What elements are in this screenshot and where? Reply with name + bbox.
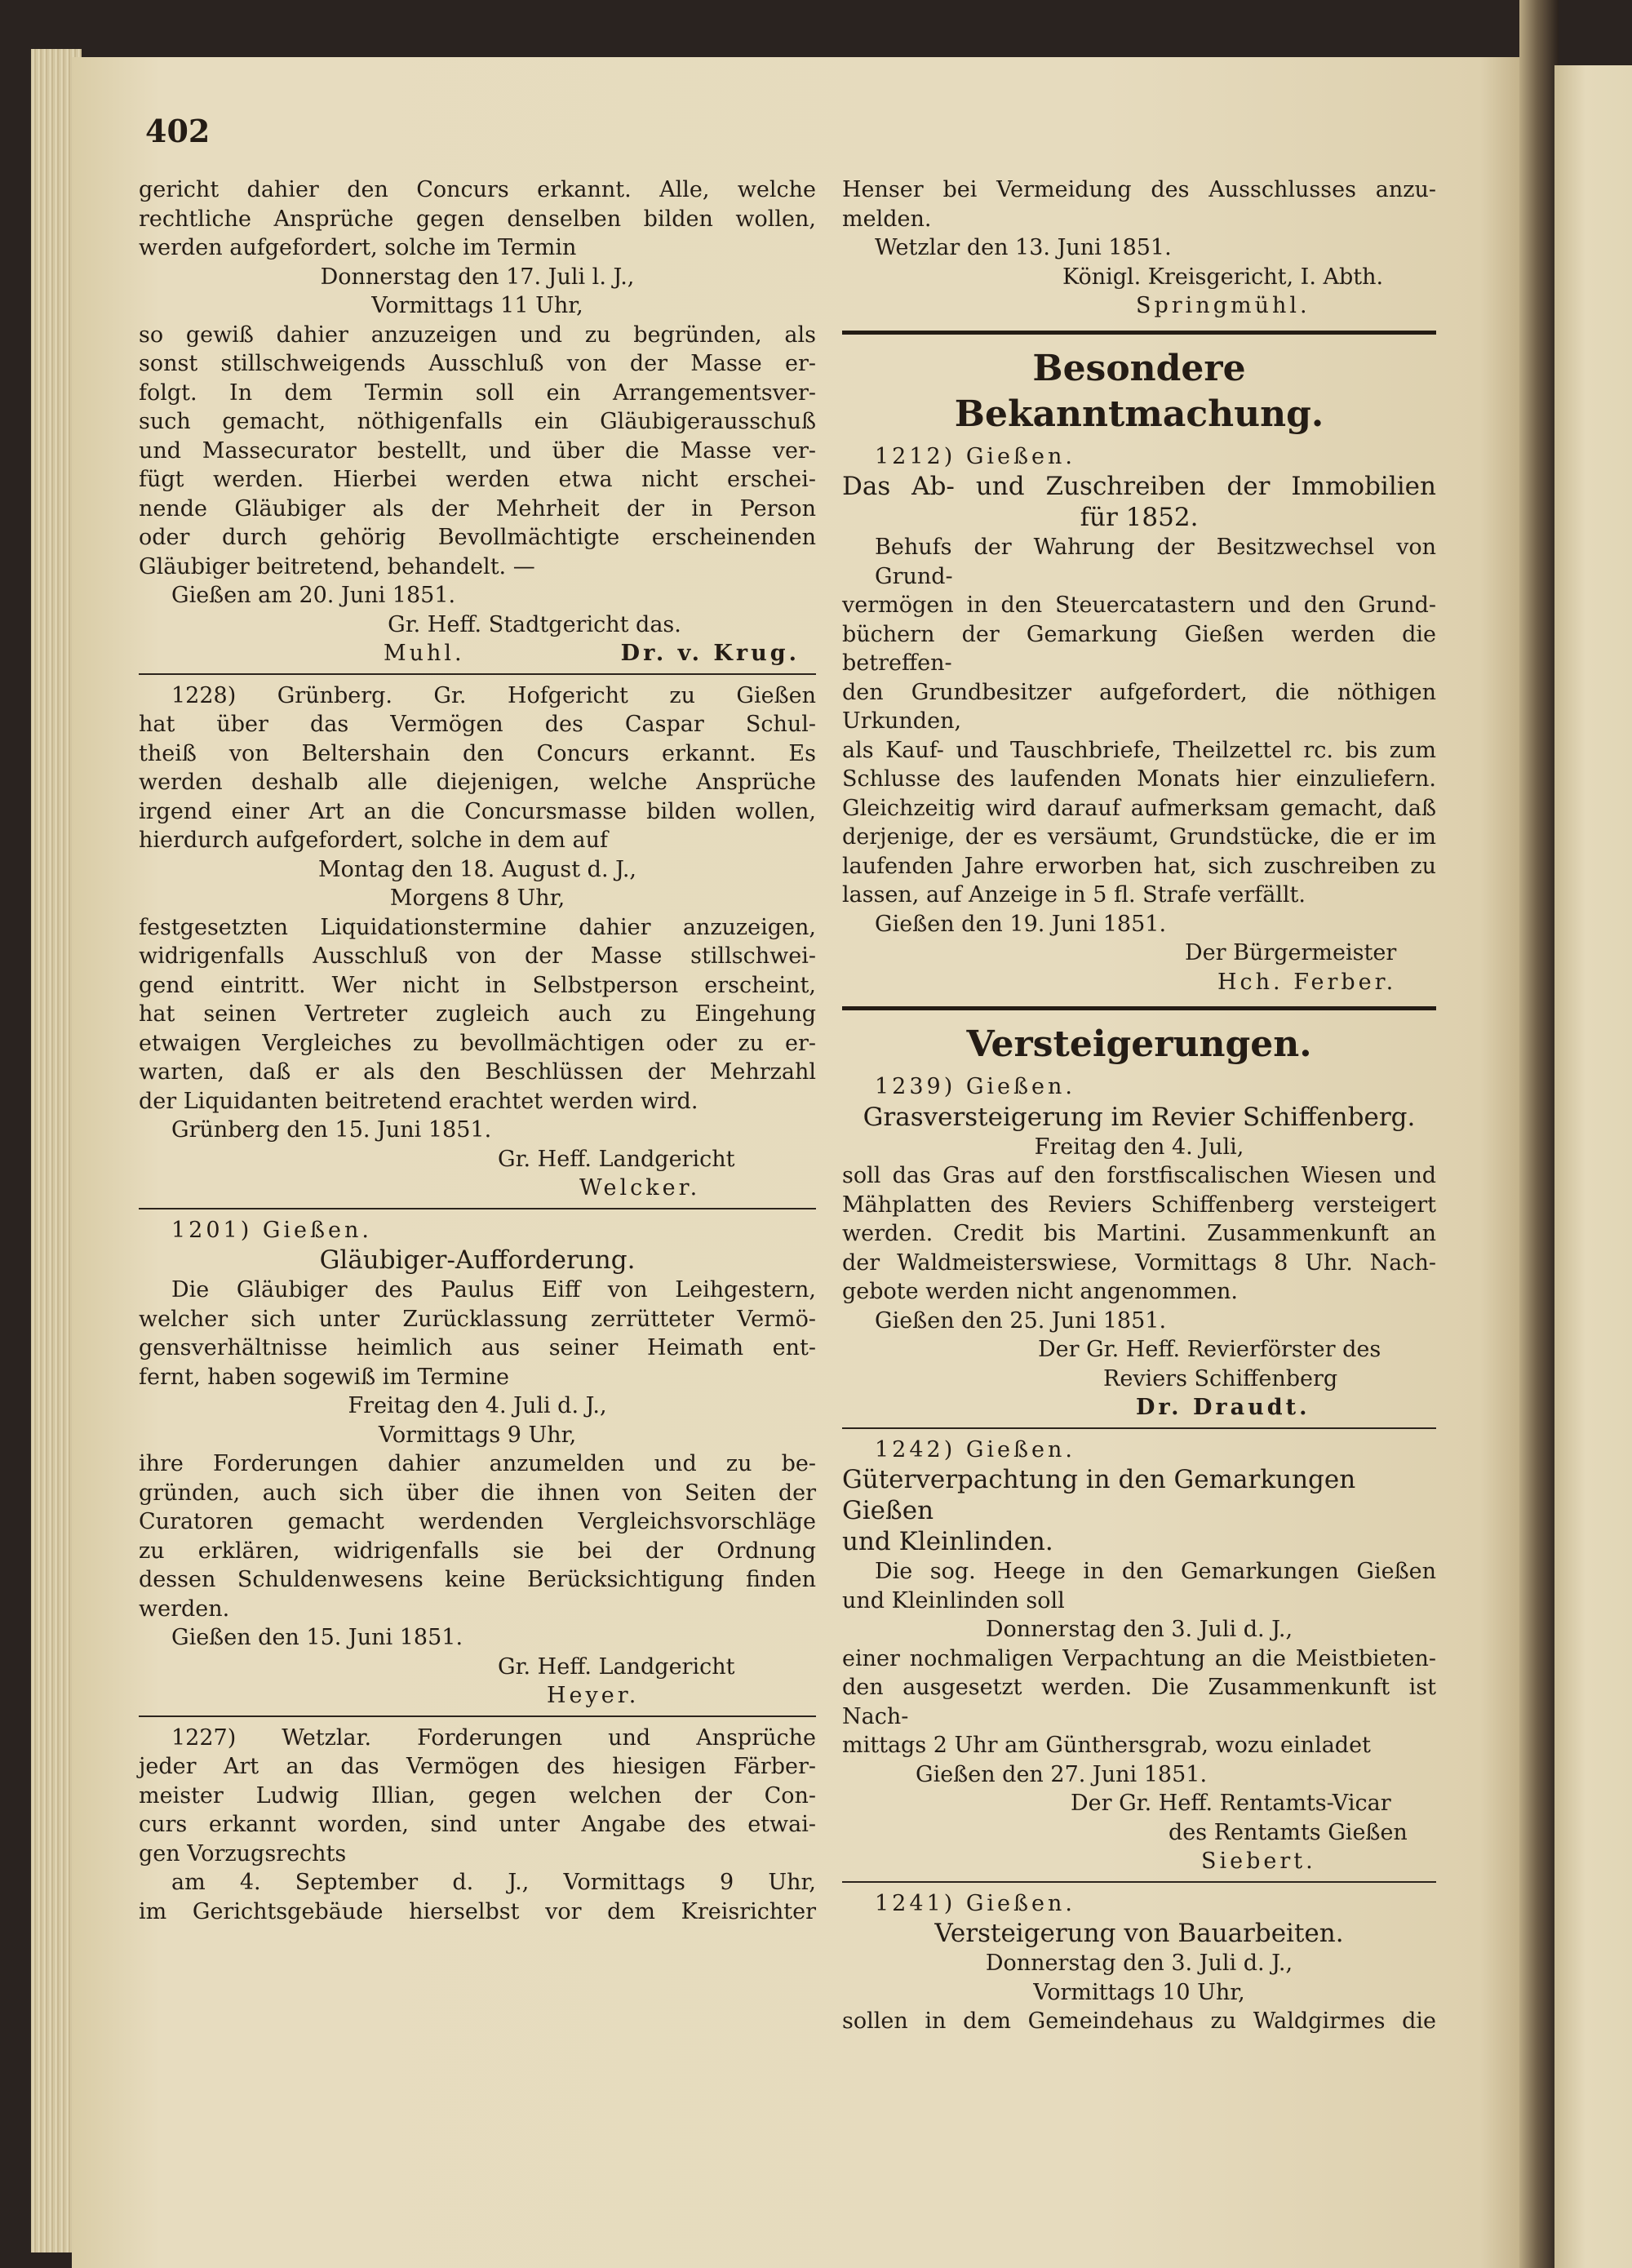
text-line: meister Ludwig Illian, gegen welchen der Con- xyxy=(139,1782,816,1809)
notice-title: Grasversteigerung im Revier Schiffenberg. xyxy=(863,1102,1416,1132)
text-line: Behufs der Wahrung der Besitzwechsel von Grund- xyxy=(875,535,1436,589)
notice-authority: Königl. Kreisgericht, I. Abth. xyxy=(1062,264,1384,290)
text-line: gend eintritt. Wer nicht in Selbstperson erscheint, xyxy=(139,972,816,998)
facing-page-edge xyxy=(1554,65,1632,2268)
text-line: irgend einer Art an die Concursmasse bilden wollen, xyxy=(139,798,816,824)
text-line: 1228) Grünberg. Gr. Hofgericht zu Gießen xyxy=(171,682,816,708)
text-line: Schlusse des laufenden Monats hier einzuliefern. xyxy=(842,766,1436,792)
text-line: zu erklären, widrigenfalls sie bei der Ordnung xyxy=(139,1538,816,1564)
text-line: werden deshalb alle diejenigen, welche Ansprüche xyxy=(139,770,816,795)
text-line: so gewiß dahier anzuzeigen und zu begründen, als xyxy=(139,322,816,348)
text-line: rechtliche Ansprüche gegen denselben bilden wollen, xyxy=(139,206,816,232)
text-line: werden. Credit bis Martini. Zusammenkunft an xyxy=(842,1221,1436,1246)
notice-heading: 1239) Gießen. xyxy=(875,1074,1075,1099)
text-line: vermögen in den Steuercatastern und den Grund- xyxy=(842,593,1436,618)
text-line: derjenige, der es versäumt, Grundstücke, die er im xyxy=(842,824,1436,850)
text-line: büchern der Gemarkung Gießen werden die betreffen- xyxy=(842,621,1436,676)
text-line: fernt, haben sogewiß im Termine xyxy=(139,1364,509,1390)
notice-title: Gläubiger-Aufforderung. xyxy=(319,1245,636,1275)
signature: Siebert. xyxy=(1201,1849,1316,1874)
text-line: gebote werden nicht angenommen. xyxy=(842,1279,1238,1304)
text-line: dessen Schuldenwesens keine Berücksichtigung finden xyxy=(139,1567,816,1592)
notice-1242 xyxy=(842,1436,1436,1876)
notice-authority: Der Gr. Heff. Revierförster des xyxy=(1038,1337,1381,1362)
section-rule xyxy=(842,331,1436,335)
notice-authority: Gr. Heff. Landgericht xyxy=(498,1146,735,1172)
signature-line xyxy=(139,639,816,668)
text-line: gründen, auch sich über die ihnen von Seiten der xyxy=(139,1480,816,1506)
notice-title: für 1852. xyxy=(1080,503,1199,532)
notice-date: Donnerstag den 3. Juli d. J., xyxy=(985,1951,1293,1976)
notice-title: Güterverpachtung in den Gemarkungen Gießen xyxy=(842,1465,1356,1525)
text-line: etwaigen Vergleiches zu bevollmächtigen oder zu er- xyxy=(139,1030,816,1056)
text-line: widrigenfalls Ausschluß von der Masse stillschwei- xyxy=(139,943,816,969)
text-line: fügt werden. Hierbei werden etwa nicht erschei- xyxy=(139,467,816,492)
text-line: Gläubiger beitretend, behandelt. — xyxy=(139,553,535,579)
notice-date: Donnerstag den 17. Juli l. J., xyxy=(320,264,635,290)
text-line: gen Vorzugsrechts xyxy=(139,1840,347,1866)
text-line: mittags 2 Uhr am Günthersgrab, wozu einladet xyxy=(842,1733,1371,1758)
notice-authority: Der Gr. Heff. Rentamts-Vicar xyxy=(1071,1791,1391,1816)
text-line: laufenden Jahre erworben hat, sich zuschreiben zu xyxy=(842,853,1436,879)
notice-time: Morgens 8 Uhr, xyxy=(389,885,565,911)
text-line: der Liquidanten beitretend erachtet werden wird. xyxy=(139,1088,698,1114)
signature: Muhl. xyxy=(384,641,465,666)
text-line: hierdurch aufgefordert, solche in dem auf xyxy=(139,828,609,853)
text-line: und Massecurator bestellt, und über die Masse ver- xyxy=(139,437,816,464)
notice-time: Vormittags 9 Uhr, xyxy=(378,1422,577,1448)
notice-time: Vormittags 11 Uhr, xyxy=(371,293,583,318)
divider xyxy=(139,1715,816,1717)
text-line: melden. xyxy=(842,206,932,232)
text-line: warten, daß er als den Beschlüssen der Mehrzahl xyxy=(139,1059,816,1085)
divider xyxy=(139,1208,816,1209)
notice-date: Montag den 18. August d. J., xyxy=(317,856,637,882)
notice-authority: Reviers Schiffenberg xyxy=(1103,1365,1338,1391)
text-line: Henser bei Vermeidung des Ausschlusses anzu- xyxy=(842,177,1436,202)
notice-1201 xyxy=(139,1216,816,1711)
divider xyxy=(842,1881,1436,1883)
notice-1212 xyxy=(842,442,1436,997)
notice-title: Versteigerung von Bauarbeiten. xyxy=(934,1919,1344,1948)
notice-authority: Gr. Heff. Landgericht xyxy=(498,1653,735,1680)
signature: Hch. Ferber. xyxy=(1217,969,1397,995)
text-line: festgesetzten Liquidationstermine dahier anzuzeigen, xyxy=(139,914,816,940)
text-line: der Waldmeisterswiese, Vormittags 8 Uhr. Nach- xyxy=(842,1249,1436,1276)
page-number: 402 xyxy=(145,113,211,149)
section-rule xyxy=(842,1006,1436,1010)
text-line: einer nochmaligen Verpachtung an die Meistbieten- xyxy=(842,1645,1436,1671)
text-line: curs erkannt worden, sind unter Angabe des etwai- xyxy=(139,1812,816,1837)
notice-date: Freitag den 4. Juli, xyxy=(1034,1134,1244,1160)
text-line: welcher sich unter Zurücklassung zerrütteter Vermö- xyxy=(139,1306,816,1332)
notice-authority: Der Bürgermeister xyxy=(1185,940,1397,965)
signature: Welcker. xyxy=(579,1175,701,1201)
text-line: hat über das Vermögen des Caspar Schul- xyxy=(139,712,816,737)
notice-1239 xyxy=(842,1072,1436,1422)
notice-title: und Kleinlinden. xyxy=(842,1527,1053,1556)
text-line: such gemacht, nöthigenfalls ein Gläubigerausschuß xyxy=(139,409,816,434)
notice-1227-continuation xyxy=(842,175,1436,321)
text-line: ihre Forderungen dahier anzumelden und zu be- xyxy=(139,1451,816,1476)
notice-place-date: Wetzlar den 13. Juni 1851. xyxy=(875,235,1172,260)
notice-heading: 1242) Gießen. xyxy=(875,1436,1075,1462)
section-title: Versteigerungen. xyxy=(966,1023,1312,1065)
text-line: als Kauf- und Tauschbriefe, Theilzettel rc. bis zum xyxy=(842,737,1436,763)
left-column xyxy=(139,175,816,1926)
notice-place-date: Gießen am 20. Juni 1851. xyxy=(171,583,456,608)
notice-1227 xyxy=(139,1724,816,1927)
text-line: gensverhältnisse heimlich aus seiner Heimath ent- xyxy=(139,1335,816,1360)
text-line: am 4. September d. J., Vormittags 9 Uhr, xyxy=(171,1870,816,1895)
notice-place-date: Gießen den 27. Juni 1851. xyxy=(916,1761,1208,1787)
text-line: den ausgesetzt werden. Die Zusammenkunft ist Nach- xyxy=(842,1675,1436,1729)
notice-continuation xyxy=(139,175,816,668)
divider xyxy=(139,673,816,675)
notice-1241 xyxy=(842,1889,1436,2036)
notice-place-date: Grünberg den 15. Juni 1851. xyxy=(171,1117,492,1143)
text-line: Curatoren gemacht werdenden Vergleichsvorschläge xyxy=(139,1509,816,1534)
notice-authority: des Rentamts Gießen xyxy=(1169,1819,1408,1845)
section-title: Besondere Bekanntmachung. xyxy=(954,347,1324,435)
notice-date: Freitag den 4. Juli d. J., xyxy=(348,1393,607,1418)
text-line: nende Gläubiger als der Mehrheit der in Person xyxy=(139,495,816,522)
notice-place-date: Gießen den 19. Juni 1851. xyxy=(875,911,1167,937)
notice-heading: 1241) Gießen. xyxy=(875,1890,1075,1916)
notice-time: Vormittags 10 Uhr, xyxy=(1033,1979,1245,2005)
text-line: werden aufgefordert, solche im Termin xyxy=(139,235,577,260)
text-line: soll das Gras auf den forstfiscalischen Wiesen und xyxy=(842,1163,1436,1188)
right-column xyxy=(842,175,1436,2036)
text-line: oder durch gehörig Bevollmächtigte erscheinenden xyxy=(139,525,816,550)
notice-title: Das Ab- und Zuschreiben der Immobilien xyxy=(842,472,1436,501)
text-line: und Kleinlinden soll xyxy=(842,1587,1065,1613)
notice-heading: 1212) Gießen. xyxy=(875,443,1075,469)
text-line: sonst stillschweigends Ausschluß von der Masse er- xyxy=(139,351,816,376)
text-line: den Grundbesitzer aufgefordert, die nöthigen Urkunden, xyxy=(842,679,1436,734)
notice-date: Donnerstag den 3. Juli d. J., xyxy=(985,1617,1293,1642)
text-line: Die Gläubiger des Paulus Eiff von Leihgestern, xyxy=(171,1277,816,1303)
text-line: lassen, auf Anzeige in 5 fl. Strafe verfällt. xyxy=(842,882,1306,908)
notice-1228 xyxy=(139,681,816,1203)
text-line: 1227) Wetzlar. Forderungen und Ansprüche xyxy=(171,1724,816,1751)
text-line: Mähplatten des Reviers Schiffenberg versteigert xyxy=(842,1192,1436,1218)
divider xyxy=(842,1427,1436,1429)
notice-heading: 1201) Gießen. xyxy=(171,1217,372,1243)
text-line: Die sog. Heege in den Gemarkungen Gießen xyxy=(875,1559,1436,1584)
signature: Dr. Draudt. xyxy=(1136,1395,1310,1420)
text-line: hat seinen Vertreter zugleich auch zu Eingehung xyxy=(139,1001,816,1027)
notice-place-date: Gießen den 15. Juni 1851. xyxy=(171,1625,463,1650)
text-line: jeder Art an das Vermögen des hiesigen Färber- xyxy=(139,1754,816,1779)
text-line: im Gerichtsgebäude hierselbst vor dem Kreisrichter xyxy=(139,1898,816,1924)
text-line: theiß von Beltershain den Concurs erkannt. Es xyxy=(139,740,816,766)
notice-place-date: Gießen den 25. Juni 1851. xyxy=(875,1307,1167,1334)
text-line: sollen in dem Gemeindehaus zu Waldgirmes die xyxy=(842,2008,1436,2034)
signature: Heyer. xyxy=(547,1683,640,1708)
signature: Dr. v. Krug. xyxy=(620,641,800,666)
text-line: werden. xyxy=(139,1596,230,1622)
notice-authority: Gr. Heff. Stadtgericht das. xyxy=(388,611,681,637)
text-line: gericht dahier den Concurs erkannt. Alle, welche xyxy=(139,177,816,202)
book-gutter xyxy=(1519,0,1559,2268)
signature: Springmühl. xyxy=(1136,293,1310,318)
text-line: folgt. In dem Termin soll ein Arrangementsver- xyxy=(139,379,816,406)
text-line: Gleichzeitig wird darauf aufmerksam gemacht, daß xyxy=(842,795,1436,821)
